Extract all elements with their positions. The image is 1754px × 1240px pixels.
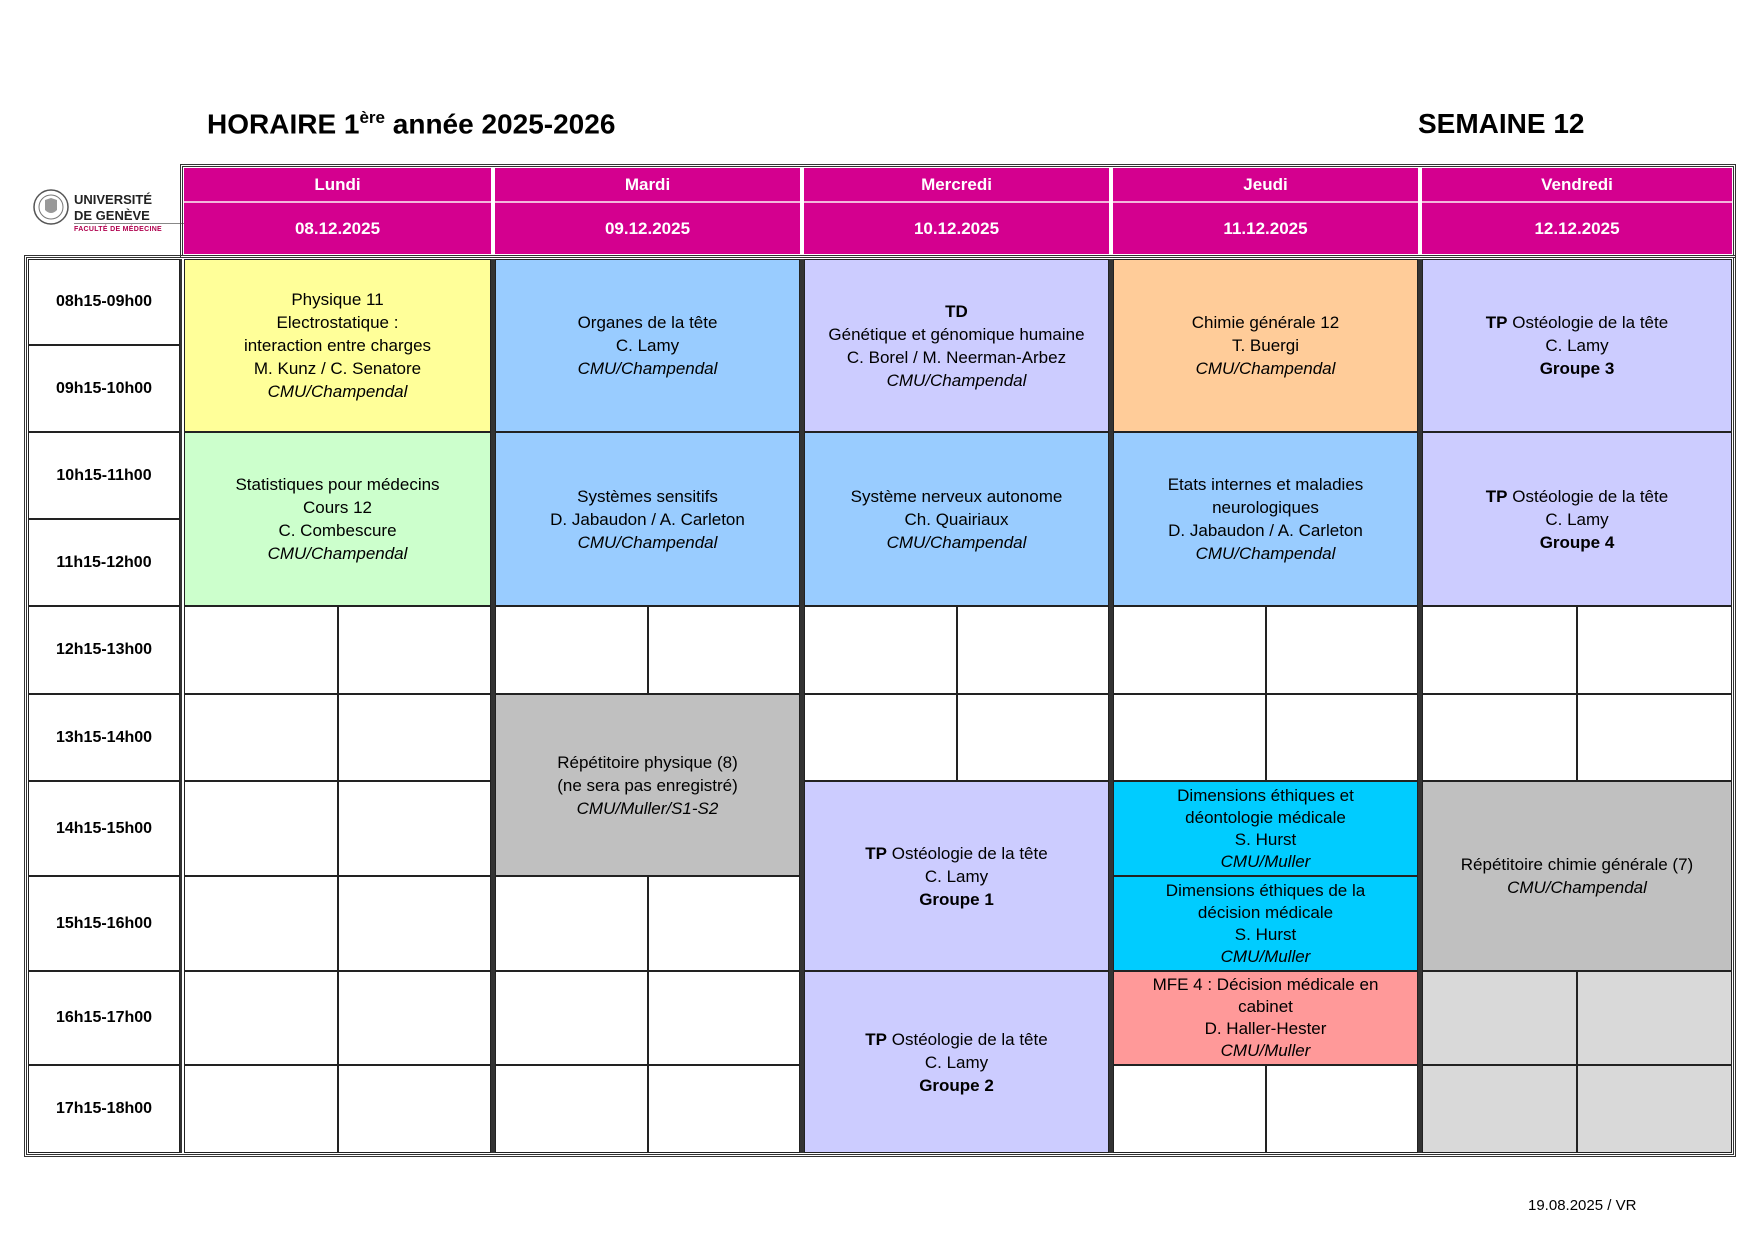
event-statistiques[interactable] (184, 432, 491, 606)
event-systeme-nerveux[interactable] (804, 432, 1109, 606)
empty-slot[interactable] (804, 694, 957, 781)
empty-slot[interactable] (184, 1065, 338, 1153)
time-slot: 10h15-11h00 (28, 432, 180, 519)
empty-slot[interactable] (184, 694, 338, 781)
empty-slot[interactable] (184, 971, 338, 1065)
event-title: déontologie médicale (1185, 807, 1346, 827)
university-seal-icon (32, 188, 70, 226)
event-teacher: D. Jabaudon / A. Carleton (1168, 521, 1363, 540)
time-slot: 16h15-17h00 (28, 971, 180, 1065)
event-title: neurologiques (1212, 498, 1319, 517)
event-title: décision médicale (1197, 902, 1334, 922)
event-group: Groupe 4 (1539, 532, 1615, 552)
empty-slot[interactable] (1113, 1065, 1266, 1153)
event-room: CMU/Champendal (577, 532, 718, 552)
event-note: (ne sera pas enregistré) (557, 775, 738, 795)
event-subtitle: Cours 12 (303, 498, 372, 517)
empty-slot[interactable] (184, 781, 338, 876)
event-title: Répétitoire physique (8) (557, 752, 738, 772)
event-type: TP (1485, 486, 1508, 506)
event-teacher: D. Haller-Hester (1204, 1019, 1327, 1038)
event-chimie-generale-12[interactable] (1113, 259, 1418, 432)
day-name-lundi: Lundi (184, 168, 491, 201)
empty-slot[interactable] (648, 971, 800, 1065)
day-date-jeudi: 11.12.2025 (1113, 201, 1418, 254)
event-teacher: C. Combescure (278, 521, 397, 540)
event-physique-11[interactable] (184, 259, 491, 432)
empty-slot[interactable] (1422, 971, 1577, 1065)
empty-slot[interactable] (495, 971, 648, 1065)
event-title: Dimensions éthiques et (1177, 785, 1354, 805)
event-tp-osteologie-g1[interactable] (804, 781, 1109, 971)
time-slot: 14h15-15h00 (28, 781, 180, 876)
empty-slot[interactable] (338, 1065, 491, 1153)
time-slot: 12h15-13h00 (28, 606, 180, 694)
event-teacher: C. Borel / M. Neerman-Arbez (846, 347, 1067, 367)
event-type: TD (945, 301, 968, 321)
empty-slot[interactable] (495, 606, 648, 694)
event-systemes-sensitifs[interactable] (495, 432, 800, 606)
empty-slot[interactable] (1422, 606, 1577, 694)
empty-slot[interactable] (1266, 606, 1418, 694)
event-room: CMU/Champendal (886, 532, 1027, 552)
event-type: TP (865, 1029, 888, 1049)
day-date-mercredi: 10.12.2025 (804, 201, 1109, 254)
event-teacher: C. Lamy (924, 866, 989, 886)
empty-slot[interactable] (338, 694, 491, 781)
day-date-vendredi: 12.12.2025 (1422, 201, 1732, 254)
event-repetitoire-chimie[interactable] (1422, 781, 1732, 971)
page-title: HORAIRE 1ère année 2025-2026 (207, 108, 616, 140)
event-title: Système nerveux autonome (850, 486, 1063, 506)
event-teacher: C. Lamy (1545, 336, 1609, 355)
event-room: CMU/Muller/S1-S2 (576, 798, 719, 818)
logo-line1: UNIVERSITÉ (74, 192, 153, 207)
event-teacher: T. Buergi (1231, 336, 1300, 355)
time-slot: 11h15-12h00 (28, 519, 180, 606)
event-etats-internes[interactable] (1113, 432, 1418, 606)
event-teacher: Ch. Quairiaux (904, 509, 1009, 529)
time-slot: 15h15-16h00 (28, 876, 180, 971)
event-room: CMU/Muller (1220, 851, 1311, 871)
day-name-mercredi: Mercredi (804, 168, 1109, 201)
day-name-jeudi: Jeudi (1113, 168, 1418, 201)
empty-slot[interactable] (1266, 1065, 1418, 1153)
logo-line3: FACULTÉ DE MÉDECINE (74, 226, 163, 233)
empty-slot[interactable] (338, 971, 491, 1065)
event-room: CMU/Champendal (1507, 878, 1647, 897)
event-title: Génétique et génomique humaine (828, 324, 1085, 344)
event-title: Statistiques pour médecins (235, 475, 440, 494)
event-title: Dimensions éthiques de la (1165, 880, 1366, 900)
event-title: Ostéologie de la tête (887, 1029, 1048, 1049)
event-type: TP (865, 843, 888, 863)
event-room: CMU/Champendal (577, 359, 718, 378)
time-slot: 08h15-09h00 (28, 259, 180, 345)
event-title: Etats internes et maladies (1167, 475, 1364, 494)
event-subtitle: interaction entre charges (243, 336, 432, 355)
event-tp-osteologie-g3[interactable] (1422, 259, 1732, 432)
event-repetitoire-physique[interactable] (495, 694, 800, 876)
event-teacher: M. Kunz / C. Senatore (253, 359, 422, 378)
day-name-mardi: Mardi (495, 168, 800, 201)
event-teacher: C. Lamy (615, 336, 680, 355)
event-title: Ostéologie de la tête (1507, 313, 1669, 332)
empty-slot[interactable] (648, 606, 800, 694)
event-title: Physique 11 (291, 290, 384, 309)
day-date-lundi: 08.12.2025 (184, 201, 491, 254)
event-room: CMU/Muller (1220, 946, 1311, 966)
event-group: Groupe 3 (1539, 359, 1615, 378)
time-slot: 17h15-18h00 (28, 1065, 180, 1153)
empty-slot[interactable] (338, 781, 491, 876)
event-mfe4[interactable] (1113, 971, 1418, 1065)
empty-slot[interactable] (957, 606, 1109, 694)
empty-slot[interactable] (184, 606, 338, 694)
empty-slot[interactable] (648, 1065, 800, 1153)
event-tp-osteologie-g4[interactable] (1422, 432, 1732, 606)
empty-slot[interactable] (1577, 1065, 1732, 1153)
event-teacher: D. Jabaudon / A. Carleton (550, 509, 745, 529)
event-tp-osteologie-g2[interactable] (804, 971, 1109, 1153)
day-name-vendredi: Vendredi (1422, 168, 1732, 201)
event-title: MFE 4 : Décision médicale en (1152, 975, 1379, 994)
empty-slot[interactable] (495, 876, 648, 971)
logo-line2: DE GENÈVE (74, 208, 150, 223)
time-slot: 13h15-14h00 (28, 694, 180, 781)
empty-slot[interactable] (1577, 694, 1732, 781)
week-label: SEMAINE 12 (1418, 108, 1585, 139)
event-organes-tete[interactable] (495, 259, 800, 432)
event-td-genetique[interactable] (804, 259, 1109, 432)
event-ethique-deontologie[interactable] (1113, 781, 1418, 876)
event-type: TP (1485, 313, 1508, 332)
empty-slot[interactable] (338, 606, 491, 694)
empty-slot[interactable] (1422, 694, 1577, 781)
day-date-mardi: 09.12.2025 (495, 201, 800, 254)
empty-slot[interactable] (1422, 1065, 1577, 1153)
empty-slot[interactable] (184, 876, 338, 971)
event-teacher: S. Hurst (1234, 829, 1297, 849)
empty-slot[interactable] (338, 876, 491, 971)
event-title: cabinet (1238, 997, 1293, 1016)
event-title: Ostéologie de la tête (887, 843, 1048, 863)
empty-slot[interactable] (1113, 606, 1266, 694)
event-teacher: S. Hurst (1234, 924, 1297, 944)
empty-slot[interactable] (648, 876, 800, 971)
event-subtitle: Electrostatique : (276, 313, 399, 332)
empty-slot[interactable] (1113, 694, 1266, 781)
university-logo (30, 186, 178, 242)
event-title: Ostéologie de la tête (1507, 486, 1669, 506)
event-teacher: C. Lamy (924, 1052, 989, 1072)
empty-slot[interactable] (1266, 694, 1418, 781)
event-title: Répétitoire chimie générale (7) (1460, 855, 1694, 874)
event-group: Groupe 1 (919, 889, 994, 909)
event-title: Systèmes sensitifs (577, 486, 718, 506)
event-room: CMU/Champendal (267, 544, 408, 563)
event-room: CMU/Champendal (1195, 544, 1336, 563)
empty-slot[interactable] (957, 694, 1109, 781)
event-room: CMU/Champendal (267, 382, 408, 401)
event-title: Chimie générale 12 (1191, 313, 1340, 332)
event-room: CMU/Champendal (1195, 359, 1336, 378)
empty-slot[interactable] (1577, 971, 1732, 1065)
event-room: CMU/Champendal (886, 370, 1027, 390)
empty-slot[interactable] (495, 1065, 648, 1153)
event-room: CMU/Muller (1220, 1041, 1311, 1060)
time-slot: 09h15-10h00 (28, 345, 180, 432)
empty-slot[interactable] (804, 606, 957, 694)
empty-slot[interactable] (1577, 606, 1732, 694)
event-group: Groupe 2 (919, 1075, 994, 1095)
event-ethique-decision[interactable] (1113, 876, 1418, 971)
event-title: Organes de la tête (577, 313, 718, 332)
footer-date: 19.08.2025 / VR (1528, 1197, 1637, 1214)
event-teacher: C. Lamy (1545, 509, 1609, 529)
